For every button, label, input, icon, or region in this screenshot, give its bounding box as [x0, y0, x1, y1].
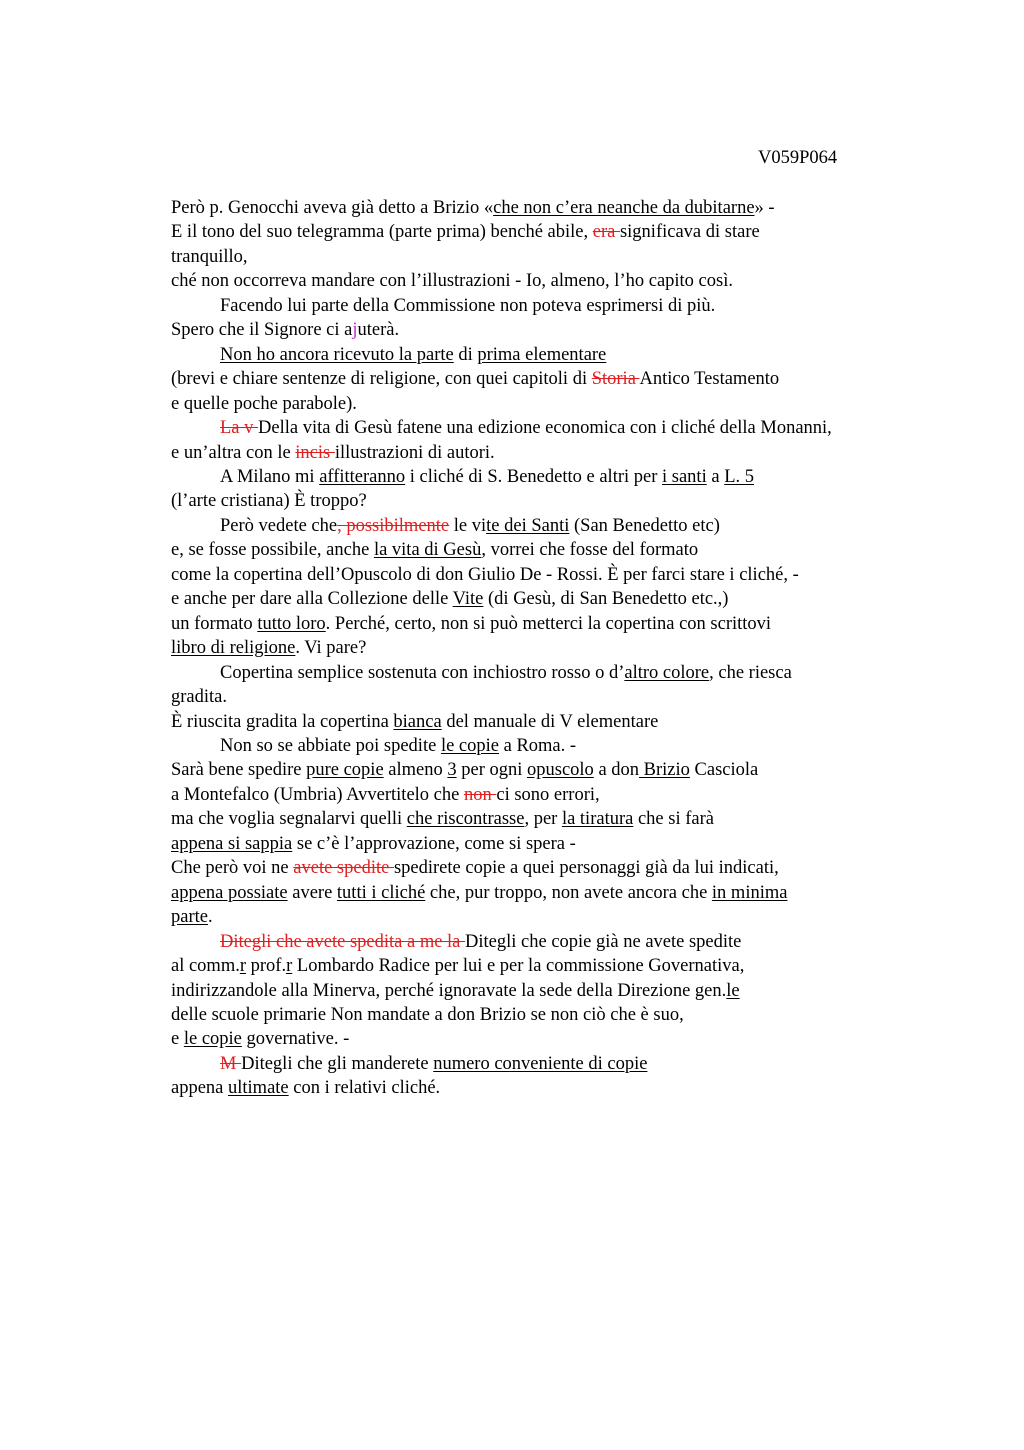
text-segment: i cliché di S. Benedetto e altri per: [405, 466, 662, 487]
text-segment: appena: [171, 1078, 229, 1099]
underlined-text: la vita di Gesù: [373, 540, 482, 561]
underlined-text: bianca: [393, 711, 442, 732]
text-segment: delle scuole primarie Non mandate a don Brizio se non ciò che è suo,: [171, 1004, 684, 1025]
text-segment: e: [171, 1029, 184, 1050]
underlined-text: numero conveniente di copie: [433, 1053, 648, 1074]
text-line: [171, 881, 991, 905]
deleted-text: La v: [220, 418, 259, 439]
text-line: [171, 514, 991, 538]
text-segment: per ogni: [456, 760, 527, 781]
underlined-text: te dei Santi: [486, 515, 570, 536]
text-segment: Lombardo Radice per lui e per la commissione Governativa,: [292, 956, 745, 977]
text-line: [171, 905, 991, 929]
text-line: [171, 367, 991, 391]
page-code: V059P064: [758, 148, 838, 168]
text-segment: A Milano mi: [220, 466, 320, 487]
text-line: [171, 832, 991, 856]
underlined-text: i santi: [662, 466, 707, 487]
deleted-text: incis: [295, 442, 335, 463]
text-line: [171, 734, 991, 758]
text-segment: Spero che il Signore ci a: [171, 320, 353, 341]
underlined-text: Vite: [452, 589, 484, 610]
text-line: [171, 465, 991, 489]
underlined-text: in minima: [711, 882, 788, 903]
text-segment: uterà.: [357, 320, 400, 341]
underlined-text: Brizio: [639, 760, 690, 781]
text-segment: le vi: [449, 515, 487, 536]
underlined-text: 3: [447, 760, 457, 781]
text-segment: (l’arte cristiana) È troppo?: [171, 491, 367, 512]
text-segment: e anche per dare alla Collezione delle: [171, 589, 453, 610]
text-line: [171, 245, 991, 269]
text-line: [171, 343, 991, 367]
text-segment: (brevi e chiare sentenze di religione, con quei capitoli di: [171, 369, 592, 390]
underlined-text: tutti i cliché: [336, 882, 426, 903]
text-line: [171, 954, 991, 978]
text-segment: ci sono errori,: [496, 784, 600, 805]
deleted-text: Storia: [591, 369, 640, 390]
text-segment: , vorrei che fosse del formato: [481, 540, 699, 561]
text-segment: Della vita di Gesù fatene una edizione economica con i cliché della Monanni,: [258, 418, 832, 439]
text-line: [171, 1027, 991, 1051]
underlined-text: tutto loro: [257, 613, 326, 634]
text-segment: e, se fosse possibile, anche: [171, 540, 374, 561]
text-segment: Sarà bene spedire: [171, 760, 307, 781]
inserted-text: j: [352, 320, 358, 341]
text-segment: Che però voi ne: [171, 858, 294, 879]
text-segment: Ditegli che gli manderete: [241, 1053, 434, 1074]
text-segment: a don: [593, 760, 640, 781]
text-line: [171, 612, 991, 636]
text-segment: gradita.: [171, 687, 227, 708]
text-segment: Facendo lui parte della Commissione non poteva esprimersi di più.: [220, 295, 716, 316]
text-line: [171, 416, 991, 440]
text-segment: .: [207, 907, 213, 928]
text-segment: spedirete copie a quei personaggi già da lui indicati,: [393, 858, 779, 879]
deleted-text: , possibilmente: [337, 515, 450, 536]
underlined-text: che riscontrasse: [406, 809, 525, 830]
deleted-text: M: [220, 1053, 242, 1074]
text-line: [171, 807, 991, 831]
text-segment: a: [706, 466, 725, 487]
text-segment: al comm.: [171, 956, 240, 977]
underlined-text: libro di religione: [171, 638, 296, 659]
text-segment: . Perché, certo, non si può metterci la copertina con scrittovi: [325, 613, 772, 634]
underlined-text: le copie: [440, 735, 499, 756]
deleted-text: Ditegli che avete spedita a me la: [220, 931, 466, 952]
text-line: [171, 710, 991, 734]
text-segment: con i relativi cliché.: [288, 1078, 441, 1099]
deleted-text: era: [592, 222, 620, 243]
text-segment: almeno: [383, 760, 448, 781]
text-segment: se c’è l’approvazione, come si spera -: [292, 833, 576, 854]
text-segment: ma che voglia segnalarvi quelli: [171, 809, 407, 830]
text-segment: indirizzandole alla Minerva, perché ignoravate la sede della Direzione gen.: [171, 980, 727, 1001]
text-segment: di: [453, 344, 478, 365]
text-line: [171, 441, 991, 465]
text-line: [171, 685, 991, 709]
text-line: [171, 758, 991, 782]
underlined-text: pure copie: [306, 760, 384, 781]
text-line: [171, 930, 991, 954]
text-segment: Casciola: [689, 760, 759, 781]
underlined-text: ultimate: [228, 1078, 289, 1099]
text-segment: a Montefalco (Umbria) Avvertitelo che: [171, 784, 464, 805]
text-line: [171, 1052, 991, 1076]
text-line: [171, 587, 991, 611]
text-segment: tranquillo,: [171, 246, 248, 267]
text-line: [171, 196, 991, 220]
text-line: [171, 636, 991, 660]
text-line: [171, 979, 991, 1003]
text-line: [171, 269, 991, 293]
text-line: [171, 783, 991, 807]
text-segment: a Roma. -: [498, 735, 577, 756]
text-segment: avere: [287, 882, 337, 903]
underlined-text: L. 5: [724, 466, 754, 487]
underlined-text: le copie: [183, 1029, 242, 1050]
underlined-text: appena si sappia: [171, 833, 293, 854]
text-segment: Ditegli che copie già ne avete spedite: [465, 931, 742, 952]
text-line: [171, 220, 991, 244]
text-line: [171, 1076, 991, 1100]
text-segment: . Vi pare?: [295, 638, 367, 659]
underlined-text: opuscolo: [527, 760, 594, 781]
text-segment: che, pur troppo, non avete ancora che: [425, 882, 712, 903]
text-segment: Antico Testamento: [639, 369, 780, 390]
text-segment: ché non occorreva mandare con l’illustrazioni - Io, almeno, l’ho capito così.: [171, 271, 733, 292]
deleted-text: non: [463, 784, 497, 805]
text-segment: Copertina semplice sostenuta con inchiostro rosso o d’: [220, 662, 625, 683]
letter-body: [171, 196, 991, 1101]
text-segment: prof.: [246, 956, 287, 977]
text-line: [171, 661, 991, 685]
text-segment: Però vedete che: [220, 515, 338, 536]
text-segment: del manuale di V elementare: [441, 711, 659, 732]
text-line: [171, 392, 991, 416]
text-segment: Non so se abbiate poi spedite: [220, 735, 441, 756]
underlined-text: le: [726, 980, 740, 1001]
text-segment: governative. -: [241, 1029, 350, 1050]
text-segment: che si farà: [633, 809, 714, 830]
text-segment: (di Gesù, di San Benedetto etc.,): [483, 589, 729, 610]
underlined-text: r: [286, 956, 293, 977]
text-line: [171, 489, 991, 513]
text-segment: e un’altra con le: [171, 442, 296, 463]
underlined-text: prima elementare: [477, 344, 607, 365]
underlined-text: appena possiate: [171, 882, 288, 903]
text-line: [171, 1003, 991, 1027]
text-segment: come la copertina dell’Opuscolo di don Giulio De - Rossi. È per farci stare i cliché, -: [171, 564, 799, 585]
text-segment: , che riesca: [709, 662, 792, 683]
text-line: [171, 318, 991, 342]
text-line: [171, 563, 991, 587]
underlined-text: la tiratura: [561, 809, 634, 830]
text-line: [171, 856, 991, 880]
underlined-text: che non c’era neanche da dubitarne: [493, 198, 755, 218]
text-line: [171, 538, 991, 562]
text-segment: illustrazioni di autori.: [334, 442, 495, 463]
text-segment: (San Benedetto etc): [569, 515, 720, 536]
text-segment: E il tono del suo telegramma (parte prima) benché abile,: [171, 222, 593, 243]
text-segment: significava di stare: [619, 222, 760, 243]
text-segment: Però p. Genocchi aveva già detto a Brizio «: [171, 198, 494, 218]
text-segment: È riuscita gradita la copertina: [171, 711, 394, 732]
text-segment: un formato: [171, 613, 258, 634]
underlined-text: r: [239, 956, 247, 977]
text-segment: , per: [524, 809, 562, 830]
underlined-text: affitteranno: [319, 466, 406, 487]
text-segment: » -: [754, 198, 775, 218]
text-segment: e quelle poche parabole).: [171, 393, 357, 414]
underlined-text: Non ho ancora ricevuto la parte: [220, 344, 454, 365]
deleted-text: avete spedite: [293, 858, 394, 879]
underlined-text: parte: [171, 907, 208, 928]
text-line: [171, 294, 991, 318]
underlined-text: altro colore: [624, 662, 710, 683]
